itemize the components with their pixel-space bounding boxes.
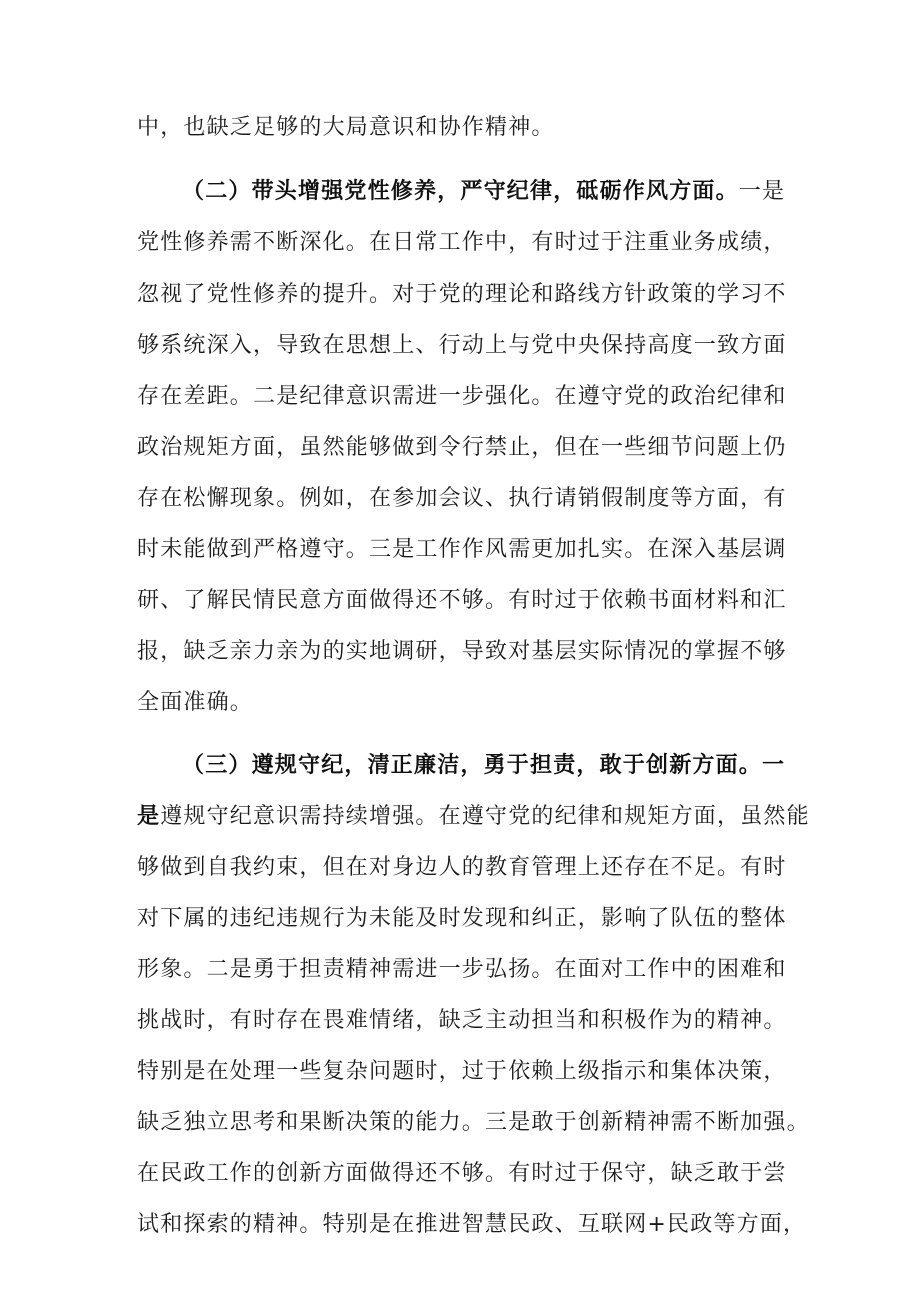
paragraph-line: 忽视了党性修养的提升。对于党的理论和路线方针政策的学习不	[137, 282, 787, 307]
paragraph-line: 报，缺乏亲力亲为的实地调研，导致对基层实际情况的掌握不够	[137, 639, 787, 664]
paragraph-text: 遵规守纪意识需持续增强。在遵守党的纪律和规矩方面，虽然能	[160, 804, 810, 829]
paragraph-line: 对下属的违纪违规行为未能及时发现和纠正，影响了队伍的整体	[137, 906, 787, 931]
paragraph-line: 挑战时，有时存在畏难情绪，缺乏主动担当和积极作为的精神。	[137, 1008, 787, 1033]
section-heading: （二）带头增强党性修养，严守纪律，砥砺作风方面。	[182, 179, 739, 204]
paragraph-line: 全面准确。	[137, 690, 254, 715]
paragraph-line: 够做到自我约束，但在对身边人的教育管理上还存在不足。有时	[137, 855, 787, 880]
paragraph-line: 缺乏独立思考和果断决策的能力。三是敢于创新精神需不断加强。	[137, 1110, 810, 1135]
section-heading: （三）遵规守纪，清正廉洁，勇于担责，敢于创新方面。一	[182, 753, 786, 778]
paragraph-bold-text: 是	[137, 804, 161, 829]
paragraph-line: 形象。二是勇于担责精神需进一步弘扬。在面对工作中的困难和	[137, 957, 787, 982]
paragraph-line: 中，也缺乏足够的大局意识和协作精神。	[137, 115, 555, 140]
paragraph-line: 政治规矩方面，虽然能够做到令行禁止，但在一些细节问题上仍	[137, 435, 787, 460]
paragraph-line	[137, 802, 810, 832]
paragraph-line: 在民政工作的创新方面做得还不够。有时过于保守，缺乏敢于尝	[137, 1161, 787, 1186]
paragraph-line: 存在差距。二是纪律意识需进一步强化。在遵守党的政治纪律和	[137, 384, 787, 409]
paragraph-line: 试和探索的精神。特别是在推进智慧民政、互联网+民政等方面，	[137, 1212, 807, 1237]
paragraph-line: 特别是在处理一些复杂问题时，过于依赖上级指示和集体决策，	[137, 1059, 787, 1084]
paragraph-line: 存在松懈现象。例如，在参加会议、执行请销假制度等方面，有	[137, 486, 787, 511]
paragraph-line: 研、了解民情民意方面做得还不够。有时过于依赖书面材料和汇	[137, 588, 787, 613]
paragraph-line: 时未能做到严格遵守。三是工作作风需更加扎实。在深入基层调	[137, 537, 787, 562]
paragraph-line: 够系统深入，导致在思想上、行动上与党中央保持高度一致方面	[137, 333, 787, 358]
paragraph-line: 党性修养需不断深化。在日常工作中，有时过于注重业务成绩，	[137, 230, 787, 255]
paragraph-text: 一是	[738, 179, 786, 204]
paragraph-heading-line	[182, 177, 842, 207]
